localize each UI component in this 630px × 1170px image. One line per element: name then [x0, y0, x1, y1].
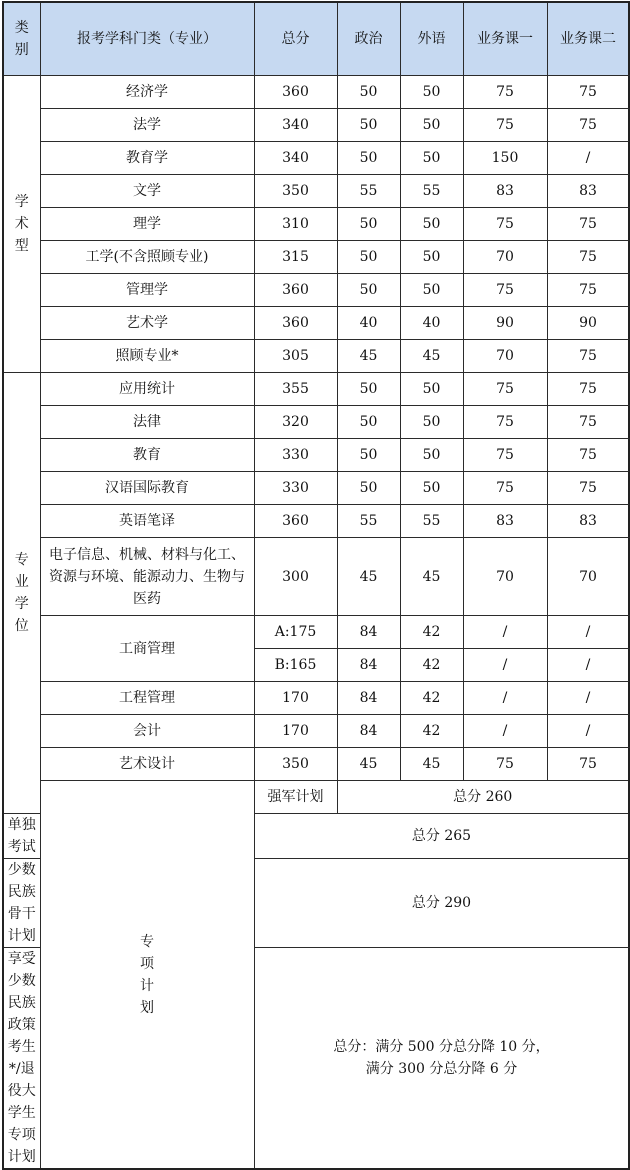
course1-score: 70: [463, 340, 547, 373]
course2-score: /: [547, 616, 629, 649]
category-academic: 学 术 型: [3, 76, 40, 373]
plan-score-line2: 满分 300 分总分降 6 分: [365, 1061, 518, 1077]
language-score: 50: [400, 472, 463, 505]
politics-score: 84: [337, 649, 400, 682]
subject-name: 汉语国际教育: [40, 472, 254, 505]
course2-score: 75: [547, 241, 629, 274]
table-row: [3, 616, 629, 649]
subject-name: 艺术设计: [40, 748, 254, 781]
course1-score: 150: [463, 142, 547, 175]
subject-name: 应用统计: [40, 373, 254, 406]
total-score: 310: [254, 208, 337, 241]
course2-score: /: [547, 715, 629, 748]
table-row: [3, 373, 629, 406]
subject-name: 教育学: [40, 142, 254, 175]
language-score: 55: [400, 505, 463, 538]
table-row: [3, 682, 629, 715]
politics-score: 84: [337, 682, 400, 715]
subject-name: 工商管理: [40, 616, 254, 682]
course1-score: 75: [463, 76, 547, 109]
course1-score: 83: [463, 505, 547, 538]
politics-score: 50: [337, 142, 400, 175]
language-score: 50: [400, 76, 463, 109]
politics-score: 55: [337, 175, 400, 208]
politics-score: 50: [337, 439, 400, 472]
total-score: 330: [254, 472, 337, 505]
total-score: 360: [254, 505, 337, 538]
politics-score: 45: [337, 340, 400, 373]
table-row: [3, 439, 629, 472]
language-score: 50: [400, 373, 463, 406]
total-score: 360: [254, 76, 337, 109]
total-score: 315: [254, 241, 337, 274]
total-score: 360: [254, 274, 337, 307]
subject-name: 管理学: [40, 274, 254, 307]
subject-name: 工学(不含照顾专业): [40, 241, 254, 274]
language-score: 42: [400, 649, 463, 682]
table-row: [3, 472, 629, 505]
course1-score: 70: [463, 538, 547, 616]
politics-score: 50: [337, 109, 400, 142]
course1-score: /: [463, 682, 547, 715]
politics-score: 45: [337, 748, 400, 781]
course1-score: /: [463, 616, 547, 649]
course2-score: 75: [547, 472, 629, 505]
course2-score: 70: [547, 538, 629, 616]
table-row: [3, 781, 629, 814]
politics-score: 50: [337, 406, 400, 439]
politics-score: 50: [337, 472, 400, 505]
language-score: 42: [400, 616, 463, 649]
language-score: 55: [400, 175, 463, 208]
header-subject: 报考学科门类（专业）: [40, 2, 254, 76]
course1-score: 90: [463, 307, 547, 340]
header-politics: 政治: [337, 2, 400, 76]
subject-name: 文学: [40, 175, 254, 208]
plan-score: 总分 290: [254, 859, 629, 948]
language-score: 45: [400, 748, 463, 781]
subject-name: 强军计划: [254, 781, 337, 814]
header-course1: 业务课一: [463, 2, 547, 76]
subject-name: 经济学: [40, 76, 254, 109]
plan-score-line1: 总分：满分 500 分总分降 10 分，: [333, 1039, 550, 1055]
subject-name: 法律: [40, 406, 254, 439]
course1-score: 75: [463, 406, 547, 439]
subject-name: 少数民族骨干计划: [3, 859, 40, 948]
total-score: 350: [254, 175, 337, 208]
course2-score: /: [547, 142, 629, 175]
table-row: [3, 715, 629, 748]
course2-score: 83: [547, 175, 629, 208]
language-score: 45: [400, 538, 463, 616]
subject-name: 工程管理: [40, 682, 254, 715]
category-special: 专 项 计 划: [40, 781, 254, 1170]
table-row: [3, 307, 629, 340]
header-language: 外语: [400, 2, 463, 76]
subject-name: 英语笔译: [40, 505, 254, 538]
politics-score: 45: [337, 538, 400, 616]
politics-score: 50: [337, 241, 400, 274]
course1-score: 75: [463, 109, 547, 142]
category-professional: 专 业 学 位: [3, 373, 40, 814]
course1-score: /: [463, 715, 547, 748]
plan-score: 总分 260: [337, 781, 629, 814]
language-score: 40: [400, 307, 463, 340]
course1-score: 75: [463, 208, 547, 241]
politics-score: 50: [337, 274, 400, 307]
language-score: 50: [400, 109, 463, 142]
course2-score: 75: [547, 76, 629, 109]
table-row: [3, 538, 629, 616]
language-score: 50: [400, 208, 463, 241]
total-score: 340: [254, 109, 337, 142]
total-score: 355: [254, 373, 337, 406]
table-row: [3, 76, 629, 109]
course2-score: 75: [547, 274, 629, 307]
course1-score: 75: [463, 373, 547, 406]
subject-name: 法学: [40, 109, 254, 142]
course1-score: 75: [463, 748, 547, 781]
total-score: 170: [254, 715, 337, 748]
header-total: 总分: [254, 2, 337, 76]
total-score: A:175: [254, 616, 337, 649]
politics-score: 84: [337, 715, 400, 748]
language-score: 50: [400, 439, 463, 472]
total-score: 340: [254, 142, 337, 175]
table-row: [3, 274, 629, 307]
table-row: [3, 175, 629, 208]
table-row: [3, 109, 629, 142]
subject-name: 理学: [40, 208, 254, 241]
table-row: [3, 208, 629, 241]
total-score: B:165: [254, 649, 337, 682]
plan-score: [254, 948, 629, 1170]
politics-score: 50: [337, 208, 400, 241]
header-category: 类 别: [3, 2, 40, 76]
course2-score: 75: [547, 109, 629, 142]
total-score: 300: [254, 538, 337, 616]
subject-name: 会计: [40, 715, 254, 748]
politics-score: 50: [337, 76, 400, 109]
subject-name: 单独考试: [3, 814, 40, 859]
course2-score: 75: [547, 373, 629, 406]
language-score: 42: [400, 682, 463, 715]
politics-score: 55: [337, 505, 400, 538]
course2-score: 75: [547, 208, 629, 241]
subject-name: 教育: [40, 439, 254, 472]
course2-score: 75: [547, 340, 629, 373]
course1-score: 70: [463, 241, 547, 274]
course2-score: 83: [547, 505, 629, 538]
course2-score: /: [547, 682, 629, 715]
table-row: [3, 748, 629, 781]
total-score: 170: [254, 682, 337, 715]
total-score: 305: [254, 340, 337, 373]
politics-score: 84: [337, 616, 400, 649]
subject-name: 享受少数民族政策考生*/退役大学生专项计划: [3, 948, 40, 1170]
politics-score: 40: [337, 307, 400, 340]
language-score: 50: [400, 406, 463, 439]
course1-score: 75: [463, 274, 547, 307]
table-row: [3, 142, 629, 175]
table-row: [3, 340, 629, 373]
header-course2: 业务课二: [547, 2, 629, 76]
course2-score: 75: [547, 439, 629, 472]
language-score: 50: [400, 274, 463, 307]
language-score: 42: [400, 715, 463, 748]
subject-name: 照顾专业*: [40, 340, 254, 373]
course1-score: 75: [463, 472, 547, 505]
course1-score: 75: [463, 439, 547, 472]
score-table: [2, 1, 630, 1170]
course2-score: 90: [547, 307, 629, 340]
subject-name: 艺术学: [40, 307, 254, 340]
plan-score: 总分 265: [254, 814, 629, 859]
table-row: [3, 241, 629, 274]
course2-score: /: [547, 649, 629, 682]
politics-score: 50: [337, 373, 400, 406]
language-score: 50: [400, 241, 463, 274]
course1-score: 83: [463, 175, 547, 208]
subject-name: 电子信息、机械、材料与化工、资源与环境、能源动力、生物与医药: [40, 538, 254, 616]
total-score: 330: [254, 439, 337, 472]
total-score: 360: [254, 307, 337, 340]
course2-score: 75: [547, 748, 629, 781]
course1-score: /: [463, 649, 547, 682]
course2-score: 75: [547, 406, 629, 439]
total-score: 320: [254, 406, 337, 439]
language-score: 50: [400, 142, 463, 175]
table-row: [3, 505, 629, 538]
total-score: 350: [254, 748, 337, 781]
language-score: 45: [400, 340, 463, 373]
table-row: [3, 406, 629, 439]
header-row: [3, 2, 629, 76]
